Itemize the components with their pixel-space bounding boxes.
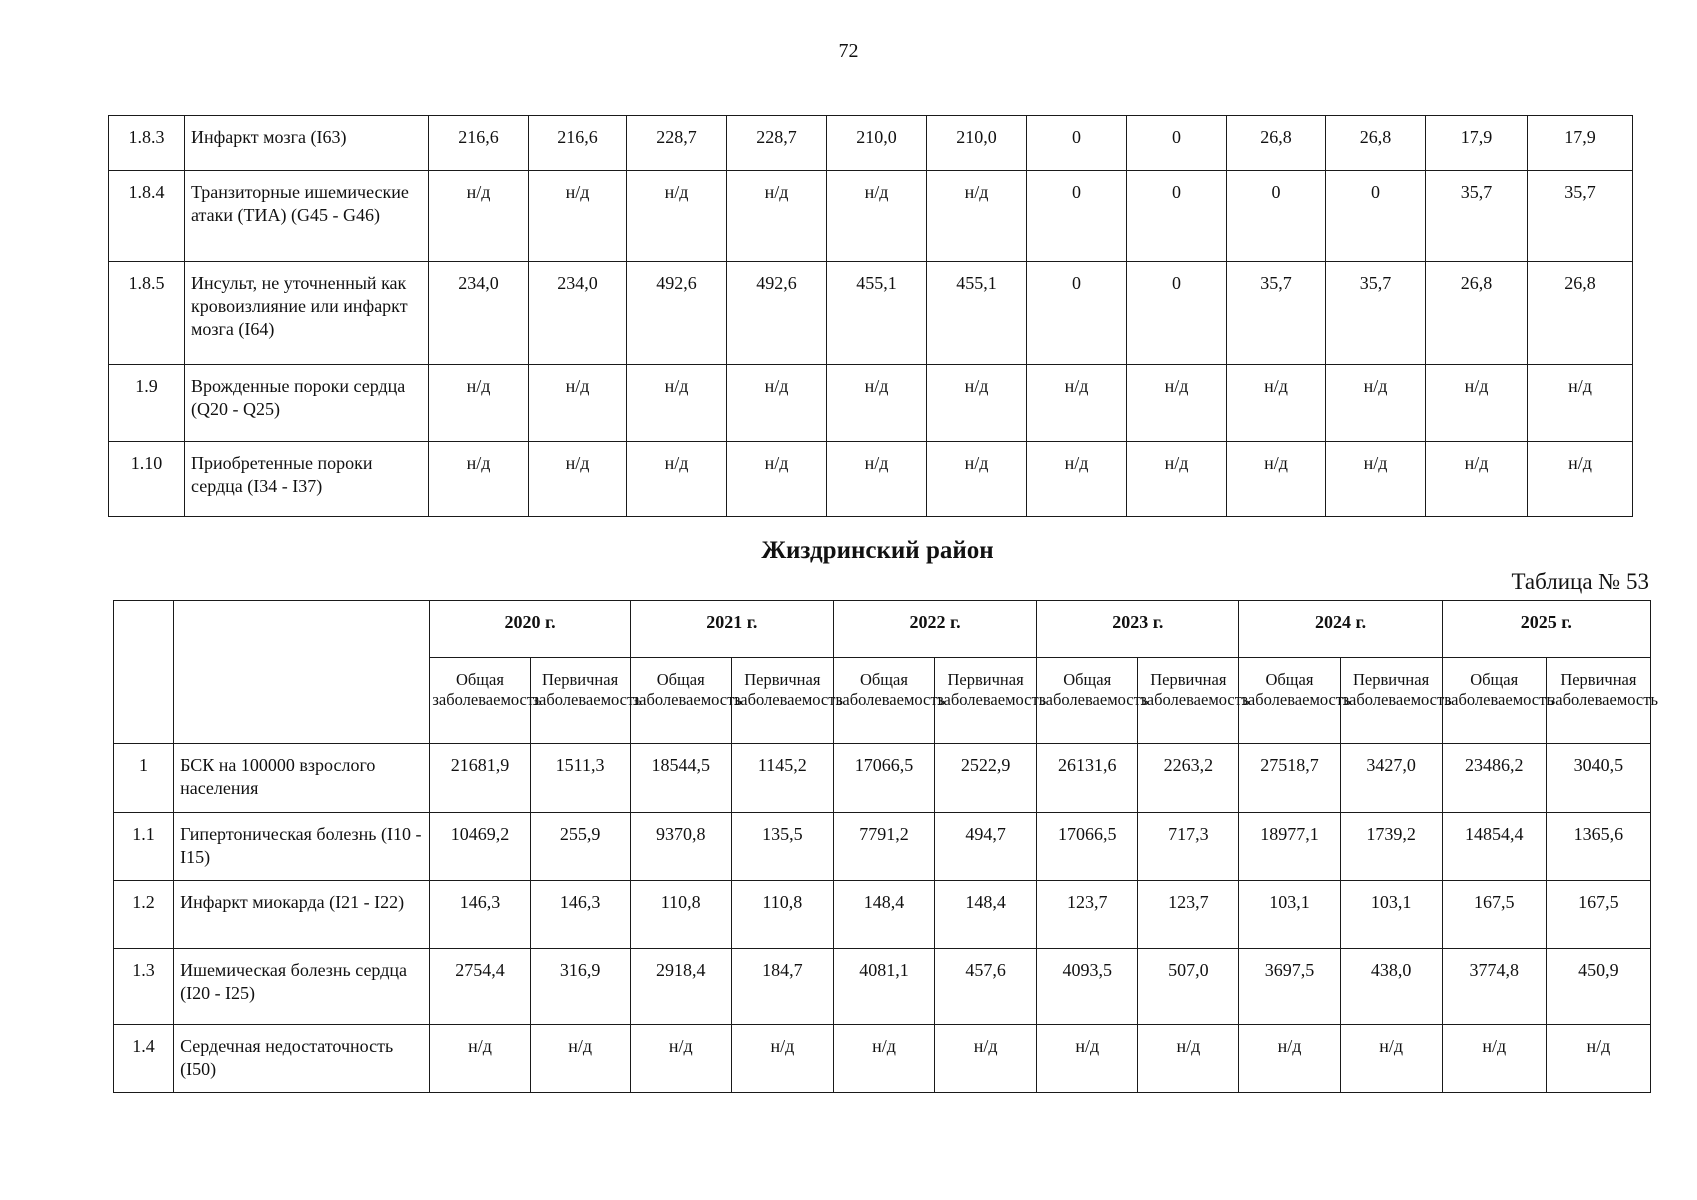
value-cell: 167,5 (1546, 881, 1650, 949)
value-cell: 35,7 (1227, 262, 1326, 365)
row-label-cell: БСК на 100000 взрослого населения (174, 744, 430, 813)
table-row (109, 365, 1633, 442)
value-cell: н/д (935, 1025, 1037, 1093)
general-morbidity-header: Общая заболеваемость (1037, 658, 1138, 744)
value-cell: н/д (1138, 1025, 1239, 1093)
value-cell: 455,1 (927, 262, 1027, 365)
value-cell: н/д (630, 1025, 731, 1093)
value-cell: 26,8 (1227, 116, 1326, 171)
value-cell: н/д (1546, 1025, 1650, 1093)
value-cell: 1145,2 (731, 744, 833, 813)
value-cell: 216,6 (529, 116, 627, 171)
value-cell: н/д (1027, 442, 1127, 517)
value-cell: н/д (627, 442, 727, 517)
value-cell: 35,7 (1426, 171, 1528, 262)
value-cell: н/д (1442, 1025, 1546, 1093)
value-cell: 17066,5 (833, 744, 934, 813)
value-cell: н/д (529, 171, 627, 262)
row-number-cell: 1.8.4 (109, 171, 185, 262)
value-cell: 18977,1 (1239, 813, 1340, 881)
value-cell: 1739,2 (1340, 813, 1442, 881)
primary-morbidity-header: Первичная заболеваемость (935, 658, 1037, 744)
primary-morbidity-header: Первичная заболеваемость (731, 658, 833, 744)
value-cell: н/д (833, 1025, 934, 1093)
value-cell: 9370,8 (630, 813, 731, 881)
row-label-cell: Инфаркт миокарда (I21 - I22) (174, 881, 430, 949)
table-row (114, 881, 1651, 949)
table-caption: Таблица № 53 (1511, 569, 1649, 594)
value-cell: 110,8 (731, 881, 833, 949)
value-cell: 146,3 (430, 881, 530, 949)
value-cell: 3774,8 (1442, 949, 1546, 1025)
primary-morbidity-header: Первичная заболеваемость (1340, 658, 1442, 744)
table-row (114, 949, 1651, 1025)
value-cell: н/д (1426, 365, 1528, 442)
value-cell: 14854,4 (1442, 813, 1546, 881)
district-table (113, 600, 1658, 1093)
value-cell: 23486,2 (1442, 744, 1546, 813)
general-morbidity-header: Общая заболеваемость (1239, 658, 1340, 744)
value-cell: 148,4 (833, 881, 934, 949)
row-label-cell: Врожденные пороки сердца (Q20 - Q25) (185, 365, 429, 442)
row-label-cell: Гипертоническая болезнь (I10 - I15) (174, 813, 430, 881)
value-cell: 2522,9 (935, 744, 1037, 813)
value-cell: 255,9 (530, 813, 630, 881)
header-num-cell (114, 601, 174, 744)
value-cell: 17,9 (1426, 116, 1528, 171)
value-cell: н/д (827, 442, 927, 517)
row-number-cell: 1.9 (109, 365, 185, 442)
value-cell: 27518,7 (1239, 744, 1340, 813)
value-cell: 167,5 (1442, 881, 1546, 949)
value-cell: 0 (1227, 171, 1326, 262)
value-cell: 210,0 (827, 116, 927, 171)
value-cell: 228,7 (727, 116, 827, 171)
value-cell: н/д (1426, 442, 1528, 517)
value-cell: 216,6 (429, 116, 529, 171)
value-cell: 18544,5 (630, 744, 731, 813)
value-cell: н/д (1227, 442, 1326, 517)
value-cell: 492,6 (627, 262, 727, 365)
value-cell: 148,4 (935, 881, 1037, 949)
value-cell: 1511,3 (530, 744, 630, 813)
value-cell: 17,9 (1528, 116, 1633, 171)
year-header: 2023 г. (1037, 601, 1239, 658)
value-cell: н/д (1326, 442, 1426, 517)
value-cell: н/д (827, 171, 927, 262)
row-number-cell: 1.4 (114, 1025, 174, 1093)
value-cell: 123,7 (1138, 881, 1239, 949)
value-cell: 234,0 (429, 262, 529, 365)
value-cell: 26,8 (1326, 116, 1426, 171)
value-cell: н/д (727, 365, 827, 442)
value-cell: н/д (529, 365, 627, 442)
header-label-cell (174, 601, 430, 744)
value-cell: н/д (927, 365, 1027, 442)
value-cell: н/д (627, 171, 727, 262)
value-cell: н/д (627, 365, 727, 442)
value-cell: 146,3 (530, 881, 630, 949)
table-row (109, 171, 1633, 262)
value-cell: 7791,2 (833, 813, 934, 881)
value-cell: 110,8 (630, 881, 731, 949)
value-cell: 2754,4 (430, 949, 530, 1025)
value-cell: 21681,9 (430, 744, 530, 813)
table-row (109, 442, 1633, 517)
value-cell: 135,5 (731, 813, 833, 881)
value-cell: 450,9 (1546, 949, 1650, 1025)
value-cell: 1365,6 (1546, 813, 1650, 881)
value-cell: 17066,5 (1037, 813, 1138, 881)
value-cell: 438,0 (1340, 949, 1442, 1025)
row-label-cell: Ишемическая болезнь сердца (I20 - I25) (174, 949, 430, 1025)
year-header: 2021 г. (630, 601, 833, 658)
value-cell: 228,7 (627, 116, 727, 171)
value-cell: 457,6 (935, 949, 1037, 1025)
value-cell: н/д (827, 365, 927, 442)
value-cell: 0 (1027, 171, 1127, 262)
value-cell: 35,7 (1326, 262, 1426, 365)
value-cell: н/д (1127, 442, 1227, 517)
value-cell: 0 (1027, 116, 1127, 171)
value-cell: 210,0 (927, 116, 1027, 171)
value-cell: 26,8 (1426, 262, 1528, 365)
value-cell: н/д (429, 171, 529, 262)
value-cell: 4093,5 (1037, 949, 1138, 1025)
table-row (114, 1025, 1651, 1093)
row-label-cell: Транзиторные ишемические атаки (ТИА) (G45 - G46) (185, 171, 429, 262)
value-cell: 494,7 (935, 813, 1037, 881)
primary-morbidity-header: Первичная заболеваемость (1138, 658, 1239, 744)
value-cell: н/д (927, 442, 1027, 517)
value-cell: н/д (1528, 365, 1633, 442)
table-row (114, 813, 1651, 881)
row-number-cell: 1.3 (114, 949, 174, 1025)
value-cell: 0 (1127, 262, 1227, 365)
value-cell: н/д (1239, 1025, 1340, 1093)
year-header: 2020 г. (430, 601, 630, 658)
section-heading: Жиздринский район (761, 537, 994, 564)
row-label-cell: Приобретенные пороки сердца (I34 - I37) (185, 442, 429, 517)
value-cell: 103,1 (1239, 881, 1340, 949)
primary-morbidity-header: Первичная заболеваемость (1546, 658, 1650, 744)
value-cell: н/д (1027, 365, 1127, 442)
value-cell: 184,7 (731, 949, 833, 1025)
value-cell: 4081,1 (833, 949, 934, 1025)
general-morbidity-header: Общая заболеваемость (430, 658, 530, 744)
row-number-cell: 1.10 (109, 442, 185, 517)
value-cell: 492,6 (727, 262, 827, 365)
value-cell: 507,0 (1138, 949, 1239, 1025)
value-cell: н/д (429, 365, 529, 442)
value-cell: н/д (727, 442, 827, 517)
value-cell: 234,0 (529, 262, 627, 365)
value-cell: 0 (1127, 171, 1227, 262)
value-cell: 10469,2 (430, 813, 530, 881)
value-cell: н/д (731, 1025, 833, 1093)
value-cell: 3697,5 (1239, 949, 1340, 1025)
value-cell: н/д (1528, 442, 1633, 517)
year-header: 2025 г. (1442, 601, 1650, 658)
value-cell: 103,1 (1340, 881, 1442, 949)
value-cell: н/д (530, 1025, 630, 1093)
table-row (114, 744, 1651, 813)
continuation-table (108, 115, 1633, 517)
value-cell: 717,3 (1138, 813, 1239, 881)
row-label-cell: Сердечная недостаточность (I50) (174, 1025, 430, 1093)
page-number: 72 (838, 40, 859, 62)
year-header: 2022 г. (833, 601, 1036, 658)
value-cell: 2263,2 (1138, 744, 1239, 813)
value-cell: н/д (927, 171, 1027, 262)
value-cell: н/д (1326, 365, 1426, 442)
row-number-cell: 1.2 (114, 881, 174, 949)
year-header-row (114, 601, 1651, 658)
value-cell: н/д (727, 171, 827, 262)
value-cell: н/д (1127, 365, 1227, 442)
year-header: 2024 г. (1239, 601, 1442, 658)
row-label-cell: Инфаркт мозга (I63) (185, 116, 429, 171)
value-cell: 35,7 (1528, 171, 1633, 262)
value-cell: н/д (429, 442, 529, 517)
general-morbidity-header: Общая заболеваемость (630, 658, 731, 744)
general-morbidity-header: Общая заболеваемость (833, 658, 934, 744)
value-cell: 26,8 (1528, 262, 1633, 365)
value-cell: 316,9 (530, 949, 630, 1025)
table-row (109, 116, 1633, 171)
value-cell: 0 (1326, 171, 1426, 262)
value-cell: 123,7 (1037, 881, 1138, 949)
row-label-cell: Инсульт, не уточненный как кровоизлияние или инфаркт мозга (I64) (185, 262, 429, 365)
primary-morbidity-header: Первичная заболеваемость (530, 658, 630, 744)
row-number-cell: 1.8.5 (109, 262, 185, 365)
value-cell: 3427,0 (1340, 744, 1442, 813)
value-cell: 26131,6 (1037, 744, 1138, 813)
value-cell: н/д (1340, 1025, 1442, 1093)
value-cell: 2918,4 (630, 949, 731, 1025)
value-cell: 0 (1027, 262, 1127, 365)
table-row (109, 262, 1633, 365)
value-cell: 3040,5 (1546, 744, 1650, 813)
value-cell: 455,1 (827, 262, 927, 365)
value-cell: н/д (1227, 365, 1326, 442)
value-cell: н/д (1037, 1025, 1138, 1093)
value-cell: 0 (1127, 116, 1227, 171)
general-morbidity-header: Общая заболеваемость (1442, 658, 1546, 744)
row-number-cell: 1 (114, 744, 174, 813)
row-number-cell: 1.1 (114, 813, 174, 881)
row-number-cell: 1.8.3 (109, 116, 185, 171)
value-cell: н/д (430, 1025, 530, 1093)
value-cell: н/д (529, 442, 627, 517)
